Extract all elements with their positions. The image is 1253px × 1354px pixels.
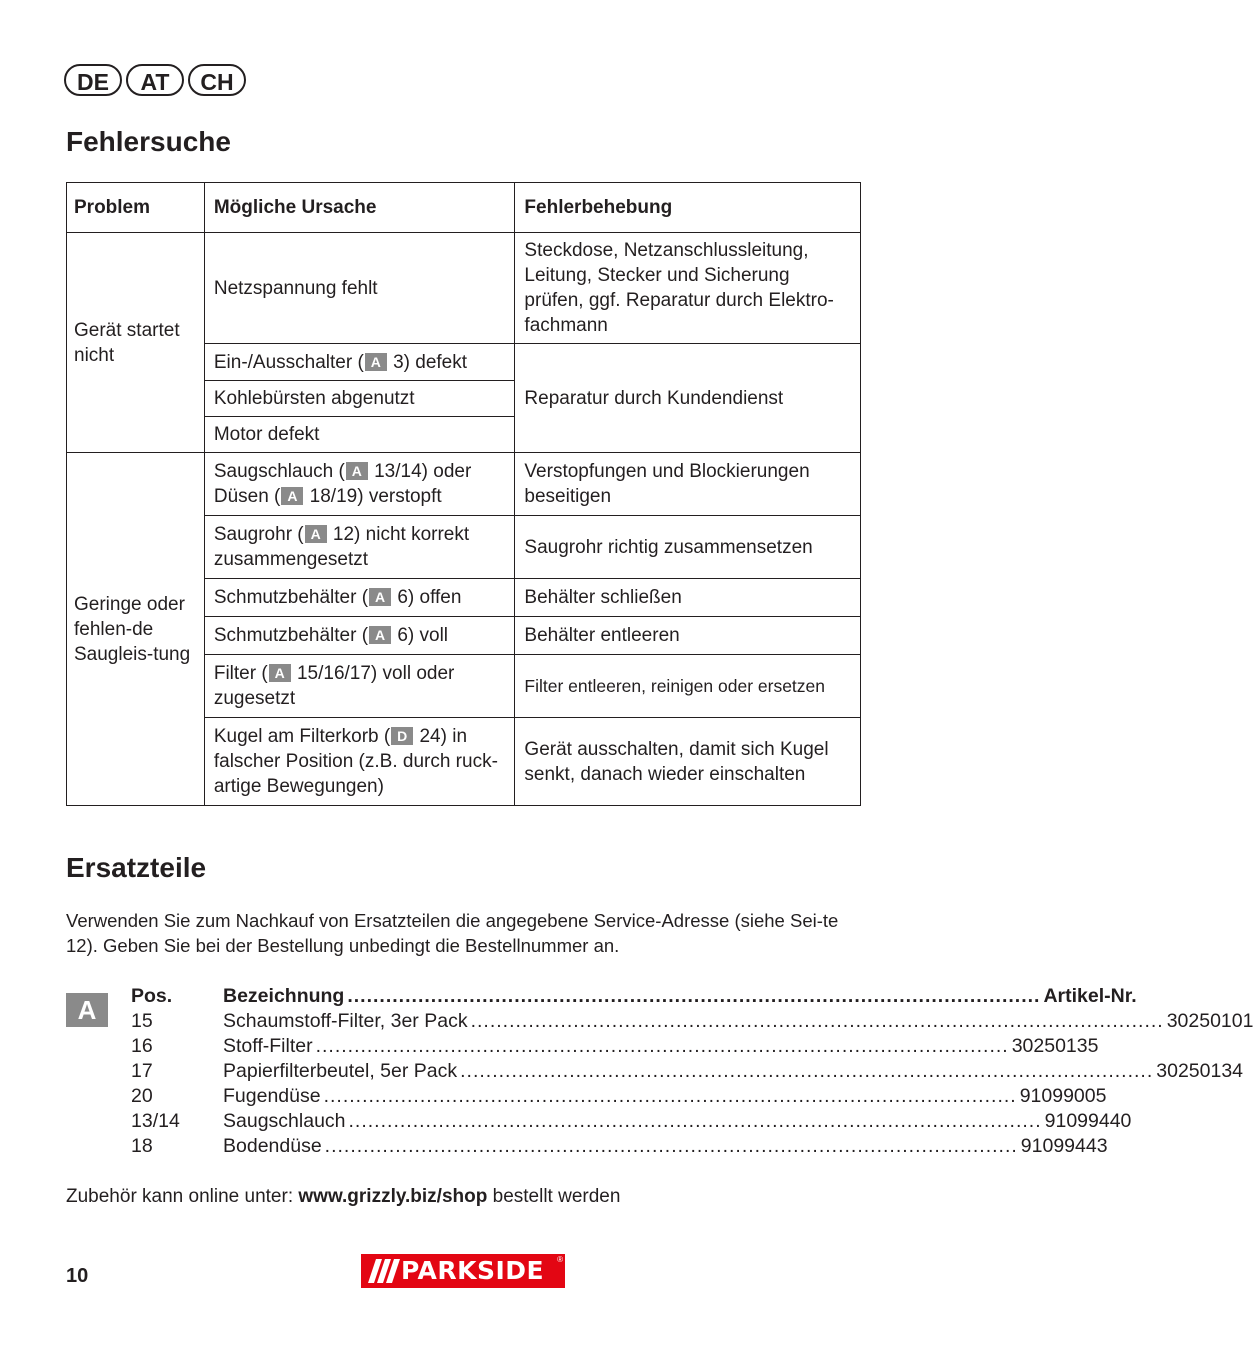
list-item	[131, 1084, 1107, 1109]
part-name: Stoff-Filter	[223, 1035, 313, 1057]
accessory-prefix: Zubehör kann online unter:	[66, 1186, 299, 1207]
cause-text: Schmutzbehälter (	[213, 625, 369, 646]
part-pos: 18	[131, 1135, 153, 1157]
leader-dots: ............................................................................................................	[460, 1060, 1154, 1082]
spare-parts-list	[131, 984, 1253, 1159]
table-row	[67, 233, 861, 344]
cause-text: 18/19) verstopft	[304, 486, 442, 507]
cause-text: 15/16/17) voll oder zugesetzt	[213, 663, 455, 709]
part-pos: 20	[131, 1085, 153, 1107]
leader-dots: ............................................................................................................	[315, 1035, 1009, 1057]
cause-text: Saugschlauch (	[213, 461, 345, 482]
table-header-row	[67, 183, 861, 233]
shop-link[interactable]: www.grizzly.biz/shop	[298, 1186, 488, 1207]
leader-dots: ............................................................................................................	[347, 985, 1041, 1007]
cause-cell: Netzspannung fehlt	[204, 233, 515, 344]
figure-badge: A	[281, 487, 303, 505]
leader-dots: ............................................................................................................	[323, 1085, 1017, 1107]
header-remedy: Fehlerbehebung	[515, 183, 861, 233]
language-badge-de: DE	[64, 64, 122, 96]
cause-cell	[204, 579, 515, 617]
remedy-cell: Behälter entleeren	[515, 617, 861, 655]
leader-dots: ............................................................................................................	[470, 1010, 1164, 1032]
spare-parts-intro: Verwenden Sie zum Nachkauf von Ersatzteilen die angegebene Service-Adresse (siehe Sei-te 12). Geben Sie bei der Bestellung unbedingt die Bestellnummer an.	[66, 910, 839, 956]
part-name: Fugendüse	[223, 1085, 321, 1107]
language-badge-at: AT	[126, 64, 184, 96]
part-article: 91099440	[1044, 1110, 1132, 1132]
part-name: Papierfilterbeutel, 5er Pack	[223, 1060, 458, 1082]
list-item	[131, 1034, 1099, 1059]
figure-badge: A	[269, 664, 291, 682]
figure-badge: A	[346, 462, 368, 480]
cause-text: Kugel am Filterkorb (	[213, 726, 391, 747]
language-badges	[64, 64, 246, 96]
figure-badge: A	[369, 626, 391, 644]
troubleshooting-title: Fehlersuche	[66, 126, 231, 157]
problem-cell: Gerät startet nicht	[67, 233, 205, 453]
part-name: Bodendüse	[223, 1135, 322, 1157]
figure-badge: A	[369, 588, 391, 606]
header-pos: Pos.	[131, 985, 173, 1007]
accessory-suffix: bestellt werden	[487, 1186, 621, 1207]
part-article: 30250134	[1156, 1060, 1244, 1082]
registered-mark: ®	[557, 1255, 563, 1264]
remedy-cell: Filter entleeren, reinigen oder ersetzen	[515, 655, 861, 718]
cause-cell	[204, 344, 515, 381]
leader-dots: ............................................................................................................	[324, 1135, 1018, 1157]
remedy-cell: Steckdose, Netzanschlussleitung, Leitung, Stecker und Sicherung prüfen, ggf. Reparatur durch Elektro-fachmann	[515, 233, 861, 344]
cause-text: 6) offen	[392, 587, 462, 608]
part-pos: 16	[131, 1035, 153, 1057]
logo-stripes-icon	[361, 1254, 401, 1288]
parkside-logo	[361, 1254, 565, 1288]
header-problem: Problem	[67, 183, 205, 233]
cause-text: Ein-/Ausschalter (	[213, 351, 364, 373]
cause-cell: Motor defekt	[204, 417, 515, 453]
part-name: Saugschlauch	[223, 1110, 346, 1132]
part-name: Schaumstoff-Filter, 3er Pack	[223, 1010, 468, 1032]
cause-cell	[204, 453, 515, 516]
cause-cell	[204, 655, 515, 718]
remedy-cell: Saugrohr richtig zusammensetzen	[515, 516, 861, 579]
part-article: 91099005	[1019, 1085, 1107, 1107]
remedy-cell: Gerät ausschalten, damit sich Kugel senkt, danach wieder einschalten	[515, 718, 861, 806]
header-article: Artikel-Nr.	[1043, 985, 1137, 1007]
cause-text: Filter (	[213, 663, 268, 684]
cause-text: 13/14) oder Düsen (	[213, 461, 472, 507]
part-article: 30250101	[1166, 1010, 1253, 1032]
cause-cell	[204, 516, 515, 579]
list-item	[131, 1109, 1132, 1134]
leader-dots: ............................................................................................................	[348, 1110, 1042, 1132]
cause-text: 3) defekt	[387, 351, 468, 373]
remedy-cell: Behälter schließen	[515, 579, 861, 617]
cause-cell: Kohlebürsten abgenutzt	[204, 381, 515, 417]
remedy-cell: Verstopfungen und Blockierungen beseitigen	[515, 453, 861, 516]
part-article: 30250135	[1011, 1035, 1099, 1057]
figure-badge: A	[365, 353, 387, 371]
part-pos: 15	[131, 1010, 153, 1032]
language-badge-ch: CH	[188, 64, 246, 96]
logo-text: PARKSIDE	[401, 1256, 545, 1285]
cause-text: Saugrohr (	[213, 524, 304, 545]
header-name: Bezeichnung	[223, 985, 345, 1007]
part-pos: 17	[131, 1060, 153, 1082]
remedy-cell: Reparatur durch Kundendienst	[515, 344, 861, 453]
figure-badge: D	[391, 727, 413, 745]
page-number: 10	[66, 1265, 89, 1287]
table-row	[67, 453, 861, 516]
spare-parts-title: Ersatzteile	[66, 852, 207, 883]
header-cause: Mögliche Ursache	[204, 183, 515, 233]
troubleshooting-table	[66, 182, 861, 806]
parts-header-row	[131, 984, 1137, 1009]
list-item	[131, 1009, 1253, 1034]
cause-cell	[204, 617, 515, 655]
accessory-note	[66, 1184, 620, 1209]
cause-text: 24) in falscher Position (z.B. durch ruck-artige Bewegungen)	[213, 726, 498, 797]
problem-cell: Geringe oder fehlen-de Saugleis-tung	[67, 453, 205, 806]
list-item	[131, 1134, 1108, 1159]
cause-text: 6) voll	[392, 625, 449, 646]
cause-text: 12) nicht korrekt zusammengesetzt	[213, 524, 470, 570]
part-article: 91099443	[1020, 1135, 1108, 1157]
part-pos: 13/14	[131, 1110, 180, 1132]
figure-badge: A	[305, 525, 327, 543]
cause-cell	[204, 718, 515, 806]
figure-badge: A	[66, 993, 108, 1027]
list-item	[131, 1059, 1244, 1084]
cause-text: Schmutzbehälter (	[213, 587, 369, 608]
